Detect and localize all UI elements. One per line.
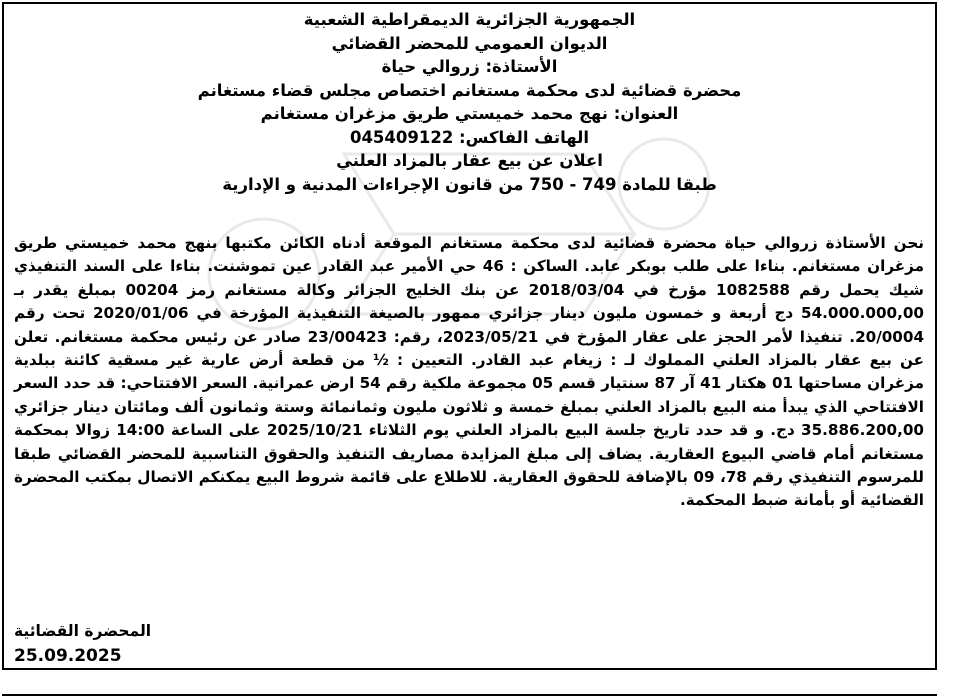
republic-name: الجمهورية الجزائرية الديمقراطية الشعبية bbox=[303, 10, 636, 29]
announcement-title: اعلان عن بيع عقار بالمزاد العلني bbox=[336, 151, 603, 170]
office-name: الديوان العمومي للمحضر القضائي bbox=[331, 33, 608, 53]
bottom-divider bbox=[2, 694, 937, 696]
announcement-frame bbox=[2, 2, 937, 670]
signature-date: 25.09.2025 bbox=[14, 646, 122, 666]
announcement-body bbox=[14, 232, 924, 513]
bailiff-jurisdiction: محضرة قضائية لدى محكمة مستغانم اختصاص مجلس قضاء مستغانم bbox=[197, 80, 742, 100]
header-block bbox=[4, 8, 935, 196]
office-address: العنوان: نهج محمد خميستي طريق مزغران مستغانم bbox=[260, 104, 679, 123]
office-phone-fax: الهاتف الفاكس: 045409122 bbox=[349, 127, 590, 147]
bailiff-name: الأستاذة: زروالي حياة bbox=[381, 57, 558, 76]
legal-basis: طبقا للمادة 749 - 750 من قانون الإجراءات المدنية و الإدارية bbox=[222, 174, 717, 194]
signature-title: المحضرة القضائية bbox=[14, 622, 152, 640]
body-paragraph: نحن الأستاذة زروالي حياة محضرة قضائية لدى محكمة مستغانم الموقعة أدناه الكائن مكتبها بنهج محمد خميستي طريق مزغران مستغانم. بناءا على طلب بوبكر عابد. الساكن : 46 حي الأمير عبد القادر عين تموشنت. بناءا على السند التنفيذي شيك يحمل رقم 1082588 مؤرخ في 2018/03/04 عن بنك الخليج الجزائر وكالة مستغانم رمز 00204 بمبلغ يقدر بـ 54.000.000,00 دج أربعة و خمسون مليون دينار جزائري ممهور بالصيغة التنفيذية المؤرخة في 2020/01/06 تحت رقم 20/0004. تنفيذا لأمر الحجز على عقار المؤرخ في 2023/05/21، رقم: 23/00423 صادر عن رئيس محكمة مستغانم. تعلن عن بيع عقار بالمزاد العلني المملوك لـ : زيغام عبد القادر. التعيين : ½ من قطعة أرض عارية غير مسقية كائنة ببلدية مزغران مساحتها 01 هكتار 41 آر 87 سنتيار قسم 05 مجموعة ملكية رقم 54 ارض عمرانية. السعر الافتتاحي: قد حدد السعر الافتتاحي الذي يبدأ منه البيع بالمزاد العلني بمبلغ خمسة و ثلاثون مليون وثمانمائة وستة وثمانون ألف ومائتان دينار جزائري 35.886.200,00 دج. و قد حدد تاريخ جلسة البيع بالمزاد العلني يوم الثلاثاء 2025/10/21 على الساعة 14:00 زوالا بمحكمة مستغانم أمام قاضي البيوع العقارية. يضاف إلى مبلغ المزايدة مصاريف التنفيذ والحقوق التناسبية للمحضر القضائي طبقا للمرسوم التنفيذي رقم 78، 09 بالإضافة للحقوق العقارية. للاطلاع على قائمة شروط البيع يمكنكم الاتصال بمكتب المحضرة القضائية أو بأمانة ضبط المحكمة. bbox=[14, 234, 925, 510]
signature-block bbox=[14, 619, 151, 669]
